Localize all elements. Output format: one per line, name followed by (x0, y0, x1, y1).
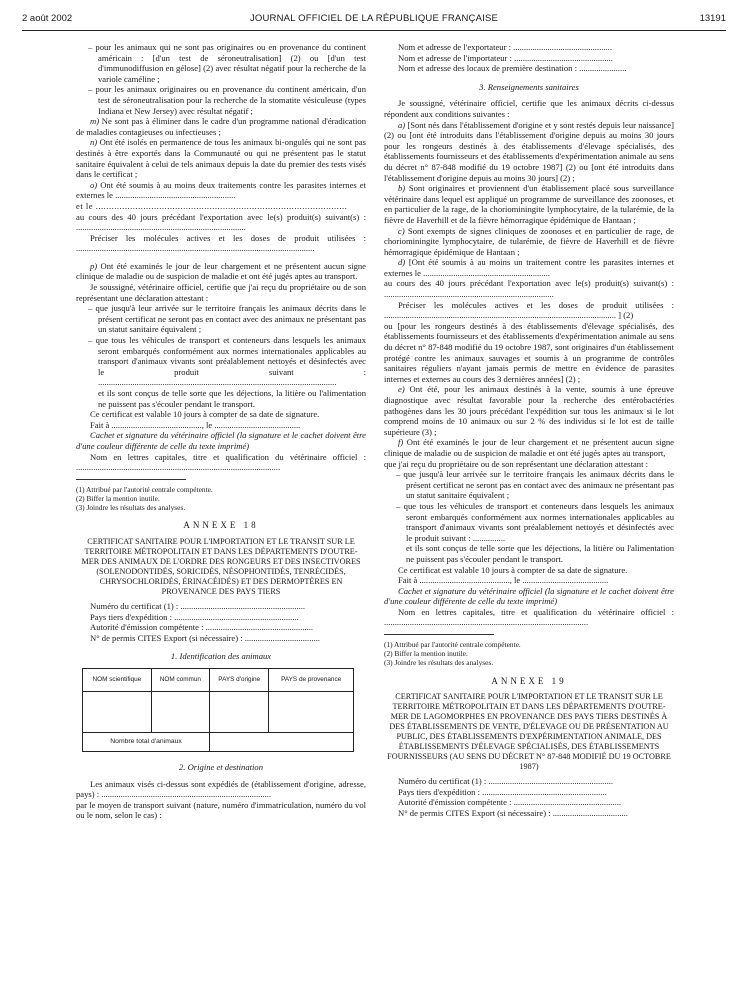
table-header: PAYS de provenance (269, 668, 354, 691)
clause-d (384, 257, 674, 278)
footnote: (3) Joindre les résultats des analyses. (384, 658, 494, 668)
clause-p (76, 261, 366, 282)
table-header: PAYS d'origine (210, 668, 269, 691)
clause-e (384, 384, 674, 437)
paragraph: au cours des 40 jours précédant l'exportation avec le(s) produit(s) suivant(s) : ............................................................................... (384, 278, 674, 300)
header-date: 2 août 2002 (22, 13, 73, 24)
paragraph: que j'ai reçu du propriétaire ou de son représentant une déclaration attestant : (384, 458, 649, 469)
paragraph: Nom en lettres capitales, titre et qualification du vétérinaire officiel : ............................................................................................... (384, 606, 674, 628)
signature-line: Fait à .........................................., le ........................................ (90, 419, 301, 430)
paragraph: Ce certificat est valable 10 jours à compter de sa date de signature. (90, 409, 320, 420)
clause-text: Sont originaires et proviennent d'un établissement placé sous surveillance vétérinaire dans lequel est appliqué un programme de surveillance des zoonoses, et en particulier de la rage, de la choriominingite lymphocytaire, de la tularémie, de la fièvre de Haverhill et de la fièvre hémorragique épidémique de Hantaan ; (384, 183, 674, 225)
paragraph: Je soussigné, vétérinaire officiel, certifie que les animaux décrits ci-dessus répondent aux conditions suivantes : (384, 98, 674, 119)
footnote: (1) Attribué par l'autorité centrale compétente. (384, 640, 521, 650)
table-cell (210, 691, 269, 732)
clause-label: f) (398, 437, 404, 448)
annex-heading: ANNEXE 18 (183, 520, 259, 531)
clause-c (384, 226, 674, 258)
clause-n (76, 137, 366, 179)
section-heading: 2. Origine et destination (178, 761, 264, 772)
paragraph: Je soussigné, vétérinaire officiel, certifie que j'ai reçu du propriétaire ou de son représentant une déclaration attestant : (76, 282, 366, 303)
paragraph: – pour les animaux originaires ou en provenance du continent américain, d'un test de séroneutralisation pour la recherche de la stomatite vésiculeuse (types Indiana et New Jersey) avec résultat négatif ; (88, 84, 366, 116)
paragraph: Cachet et signature du vétérinaire officiel (la signature et le cachet doivent être d'une couleur différente de celle du texte imprimé) (384, 585, 674, 607)
clause-text: Ont été, pour les animaux destinés à la vente, soumis à une épreuve diagnostique avec résultat favorable pour la recherche des entérobactéries pathogènes dans les 30 jours précédant l'expédition sur tous les animaux si le lot comprend moins de 10 animaux ou sur 2 % des individus si le lot est de taille supérieure (3) ; (384, 384, 674, 437)
paragraph: Préciser les molécules actives et les doses de produit utilisées : ............................................................................................................... (76, 232, 366, 254)
clause-text: Sont exempts de signes cliniques de zoonoses et en particulier de rage, de choriominingite lymphocytaire, de tularémie, de fièvre de Haverhill et de fièvre hémorragique épidémique de Hantaan ; (384, 225, 674, 257)
clause-b (384, 183, 674, 225)
paragraph: Les animaux visés ci-dessus sont expédiés de (établissement d'origine, adresse, pays) : ............................................................................... (76, 778, 366, 800)
form-field: Numéro du certificat (1) : .......................................................... (90, 600, 306, 611)
form-field: Nom et adresse des locaux de première destination : ...................... (398, 63, 627, 74)
clause-label: o) (90, 179, 98, 190)
certificate-title: CERTIFICAT SANITAIRE POUR L'IMPORTATION ET LE TRANSIT SUR LE TERRITOIRE MÉTROPOLITAIN ET DANS LES DÉPARTEMENTS D'OUTRE-MER DE LAGOMORPHES EN PROVENANCE DES PAYS TIERS DESTINÉS À DES ÉTABLISSEMENTS DE VENTE, D'ÉLEVAGE OU DE PRÉSENTATION AU PUBLIC, DES ÉTABLISSEMENTS D'EXPÉRIMENTATION ANIMALE, DES ÉTABLISSEMENTS D'ÉLEVAGE SPÉCIALISÉS, DES ÉTABLISSEMENTS FOURNISSEURS (AU SENS DU DÉCRET N° 87-848 MODIFIÉ DU 19 OCTOBRE 1987) (387, 692, 671, 772)
footnote-rule (76, 479, 186, 480)
clause-text: Ont été soumis à au moins deux traitements contre les parasites internes et externes le ........................................................ (76, 179, 366, 201)
paragraph: ou [pour les rongeurs destinés à des établissements d'élevage spécialisés, des établissements fournisseurs et des établissements d'expérimentation animale au sens du décret n° 87-848 modifié du 19 octobre 1987, sont originaires d'un établissement protégé contre les animaux sauvages et soumis à un programme de contrôles sanitaires réguliers n'ayant jamais permis de mettre en évidence de parasites internes et externes au cours des 3 dernières années] (2) ; (384, 320, 674, 384)
table-header: NOM scientifique (83, 668, 152, 691)
paragraph: – que jusqu'à leur arrivée sur le territoire français les animaux décrits dans le présent certificat ne seront pas en contact avec des animaux ne présentant pas un statut sanitaire équivalent ; (396, 469, 674, 501)
paragraph: Cachet et signature du vétérinaire officiel (la signature et le cachet doivent être d'une couleur différente de celle du texte imprimé) (76, 430, 366, 451)
form-field: Pays tiers d'expédition : .......................................................... (90, 611, 299, 622)
signature-line: Fait à .........................................., le ........................................ (398, 575, 609, 586)
section-heading: 1. Identification des animaux (170, 651, 272, 662)
page-header (22, 14, 726, 28)
footnote: (2) Biffer la mention inutile. (384, 649, 468, 659)
paragraph: – que tous les véhicules de transport et conteneurs dans lesquels les animaux seront embarqués conformément aux normes internationales applicables au transport d'animaux vivants sont préalablement nettoyés et désinfectés avec le produit suivant : ............... (396, 500, 674, 543)
clause-m (76, 116, 366, 137)
paragraph: et ils sont conçus de telle sorte que les déjections, la litière ou l'alimentation ne puissent pas s'écouler pendant le transport. (98, 388, 366, 409)
form-field: N° de permis CITES Export (si nécessaire) : ................................... (398, 808, 628, 819)
paragraph: – que jusqu'à leur arrivée sur le territoire français les animaux décrits dans le présent certificat ne seront pas en contact avec des animaux ne présentant pas un statut sanitaire équivalent ; (88, 303, 366, 335)
clause-text: Ont été examinés le jour de leur chargement et ne présentent aucun signe clinique de maladie ou de suspicion de maladie et ont été jugés aptes au transport, (384, 437, 674, 458)
journal-title: JOURNAL OFFICIEL DE LA RÉPUBLIQUE FRANÇAISE (249, 13, 499, 24)
form-field: Pays tiers d'expédition : .......................................................... (398, 786, 607, 797)
annex-heading: ANNEXE 19 (491, 675, 567, 686)
clause-label: e) (398, 384, 405, 395)
paragraph: Préciser les molécules actives et les doses de produit utilisées : ............................................................................................................ ] (2) (384, 299, 674, 321)
page-number: 13191 (699, 13, 726, 24)
table-cell (83, 691, 152, 732)
clause-f (384, 437, 674, 458)
table-cell (269, 691, 354, 732)
clause-label: a) (398, 119, 406, 130)
clause-a (384, 120, 674, 184)
form-field: Numéro du certificat (1) : .......................................................... (398, 776, 614, 787)
paragraph: au cours des 40 jours précédant l'exportation avec le(s) produit(s) suivant(s) : ............................................................................... (76, 211, 366, 233)
paragraph: – pour les animaux qui ne sont pas originaires ou en provenance du continent américain : [d'un test de séroneutralisation] (2) ou [d'un test d'immunodiffusion en gélose] (2) avec résultat négatif pour la recherche de la variole caméline ; (88, 42, 366, 84)
table-total-value (210, 732, 354, 751)
form-field: Autorité d'émission compétente : .................................................. (398, 797, 622, 808)
footnote: (3) Joindre les résultats des analyses. (76, 503, 186, 513)
section-heading: 3. Renseignements sanitaires (479, 81, 579, 92)
clause-text: [Ont été soumis à au moins un traitement contre les parasites internes et externes le ........................................................... (384, 257, 674, 278)
paragraph: Nom en lettres capitales, titre et qualification du vétérinaire officiel : ............................................................................................... (76, 451, 366, 473)
clause-label: m) (90, 116, 100, 127)
form-field: N° de permis CITES Export (si nécessaire) : ................................... (90, 632, 320, 643)
header-rule (22, 30, 726, 31)
clause-label: c) (398, 225, 405, 236)
table-total-label: Nombre total d'animaux (83, 732, 210, 751)
paragraph: et le ............................................................................................... (76, 200, 348, 211)
table-cell (151, 691, 209, 732)
clause-text: Ont été isolés en permanence de tous les animaux bi-ongulés qui ne sont pas destinés à être exportés dans la Communauté ou qui ne présentent pas le statut sanitaire équivalent à celui de tels animaux depuis la date du premier des tests visés dans le certificat ; (76, 137, 366, 180)
clause-text: [Sont nés dans l'établissement d'origine et y sont restés depuis leur naissance] (2) ou [ont été introduits dans l'établissement d'origine depuis au moins 30 jours pour les rongeurs destinés à des établissements d'élevage spécialisés, des établissements fournisseurs et des établissements d'expérimentation animale au sens du décret n° 87-848 modifié du 19 octobre 1987] (2) ou [ont été introduits dans l'établissement d'origine depuis au moins 30 jours] (2) ; (384, 119, 674, 183)
footnote: (1) Attribué par l'autorité centrale compétente. (76, 484, 213, 494)
certificate-title: CERTIFICAT SANITAIRE POUR L'IMPORTATION ET LE TRANSIT SUR LE TERRITOIRE MÉTROPOLITAIN ET DANS LES DÉPARTEMENTS D'OUTRE-MER DES ANIMAUX DE L'ORDRE DES RONGEURS ET DES INSECTIVORES (SOLENODONTIDÉS, SORICIDÉS, NÉSOPHONTIDÉS, TENRÉCIDÉS, CHRYSOCHLORIDÉS, ÉRINACÉIDÉS) ET DES DERMOPTÈRES EN PROVENANCE DES PAYS TIERS (81, 536, 361, 596)
form-field: Nom et adresse de l'importateur : .............................................. (398, 52, 613, 63)
clause-text: Ont été examinés le jour de leur chargement et ne présentent aucun signe clinique de maladie ou de suspicion de maladie et ont été jugés aptes au transport. (76, 260, 366, 282)
animals-table (82, 668, 354, 752)
paragraph: Ce certificat est valable 10 jours à compter de sa date de signature. (398, 564, 628, 575)
form-field: Nom et adresse de l'exportateur : .............................................. (398, 42, 612, 52)
clause-text: Ne sont pas à éliminer dans le cadre d'un programme national d'éradication de maladies contagieuses ou infectieuses ; (76, 116, 366, 137)
paragraph: – que tous les véhicules de transport et conteneurs dans lesquels les animaux seront embarqués conformément aux normes internationales applicables au transport d'animaux vivants sont préalablement nettoyés et désinfectés avec le produit suivant : ............................................................................................................... (88, 335, 366, 388)
clause-label: b) (398, 183, 406, 194)
clause-label: n) (90, 137, 98, 148)
clause-o (76, 180, 366, 201)
paragraph: par le moyen de transport suivant (nature, numéro d'immatriculation, numéro du vol ou le nom, selon le cas) : (76, 799, 366, 821)
table-header: NOM commun (151, 668, 209, 691)
clause-label: d) (398, 257, 406, 268)
form-field: Autorité d'émission compétente : .................................................. (90, 622, 314, 633)
left-column (76, 42, 366, 821)
clause-label: p) (90, 260, 98, 271)
footnote: (2) Biffer la mention inutile. (76, 493, 160, 503)
right-column (384, 42, 674, 819)
paragraph: et ils sont conçus de telle sorte que les déjections, la litière ou l'alimentation ne puissent pas s'écouler pendant le transport. (406, 543, 674, 564)
footnote-rule (384, 634, 494, 635)
